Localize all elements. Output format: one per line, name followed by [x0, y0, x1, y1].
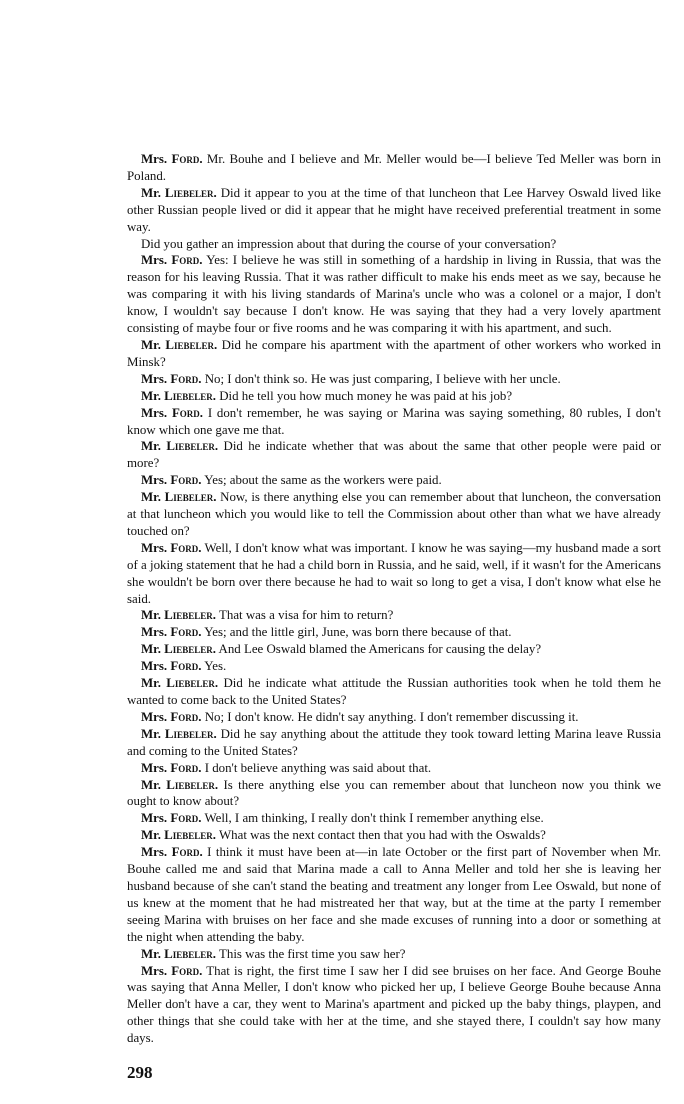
speaker-title: Mr.: [141, 828, 161, 843]
speaker-title: Mrs.: [141, 709, 168, 724]
testimony-paragraph: [127, 607, 661, 624]
speaker-name: Liebeler.: [164, 490, 217, 505]
paragraph-text: Yes; and the little girl, June, was born there because of that.: [201, 625, 512, 640]
testimony-paragraph: [127, 540, 661, 608]
speaker-name: Ford.: [170, 625, 202, 640]
speaker-title: Mrs.: [141, 625, 168, 640]
speaker-title: Mr.: [141, 676, 161, 691]
testimony-paragraph: [127, 760, 661, 777]
speaker-title: Mrs.: [141, 152, 168, 166]
speaker-title: Mr.: [141, 439, 161, 454]
testimony-paragraph: [127, 709, 661, 726]
testimony-paragraph: [127, 371, 661, 388]
paragraph-text: Did he compare his apartment with the apartment of other workers who worked in Minsk?: [127, 337, 661, 369]
testimony-text: [127, 151, 661, 1047]
testimony-paragraph: [127, 726, 661, 760]
paragraph-text: Did he say anything about the attitude they took toward letting Marina leave Russia and coming to the United States?: [127, 726, 661, 758]
speaker-title: Mrs.: [141, 760, 168, 775]
paragraph-text: That was a visa for him to return?: [216, 608, 394, 623]
paragraph-text: Well, I am thinking, I really don't think I remember anything else.: [201, 811, 544, 826]
speaker-name: Ford.: [171, 963, 203, 978]
paragraph-text: Yes.: [201, 659, 227, 674]
testimony-paragraph: [127, 337, 661, 371]
speaker-name: Liebeler.: [164, 185, 217, 200]
paragraph-text: I don't believe anything was said about that.: [201, 760, 432, 775]
speaker-title: Mr.: [141, 337, 161, 352]
speaker-name: Liebeler.: [164, 946, 217, 961]
speaker-title: Mrs.: [141, 253, 168, 268]
speaker-title: Mr.: [141, 490, 161, 505]
speaker-name: Liebeler.: [165, 337, 218, 352]
page-number: 298: [127, 1063, 153, 1083]
speaker-name: Ford.: [170, 540, 202, 555]
testimony-paragraph: [127, 185, 661, 236]
speaker-title: Mrs.: [141, 405, 168, 420]
testimony-paragraph: [127, 658, 661, 675]
speaker-name: Ford.: [171, 152, 203, 166]
speaker-name: Ford.: [170, 473, 202, 488]
testimony-paragraph: [127, 438, 661, 472]
speaker-title: Mrs.: [141, 811, 168, 826]
speaker-title: Mr.: [141, 608, 161, 623]
testimony-paragraph: [127, 810, 661, 827]
paragraph-text: Now, is there anything else you can remember about that luncheon, the conversation at that luncheon which you would like to tell the Commission about other than what we have already touched on?: [127, 490, 661, 538]
speaker-title: Mr.: [141, 388, 161, 403]
speaker-title: Mrs.: [141, 473, 168, 488]
speaker-name: Ford.: [170, 811, 202, 826]
speaker-name: Liebeler.: [164, 388, 217, 403]
speaker-name: Ford.: [171, 405, 204, 420]
paragraph-text: And Lee Oswald blamed the Americans for causing the delay?: [216, 642, 542, 657]
testimony-paragraph: [127, 624, 661, 641]
speaker-name: Liebeler.: [164, 642, 217, 657]
speaker-name: Ford.: [171, 253, 203, 268]
speaker-title: Mrs.: [141, 659, 168, 674]
speaker-title: Mrs.: [141, 845, 168, 860]
testimony-paragraph: [127, 151, 661, 185]
testimony-paragraph: [127, 963, 661, 1048]
paragraph-text: Did it appear to you at the time of that luncheon that Lee Harvey Oswald lived like other Russian people lived or did it appear that he might have received preferential treatment in some way.: [127, 185, 661, 234]
speaker-name: Liebeler.: [166, 676, 219, 691]
testimony-paragraph: [127, 489, 661, 540]
paragraph-text: I think it must have been at—in late October or the first part of November when Mr. Bouhe called me and said that Marina made a call to Anna Meller and told her she is leaving her husband because of she can't stand the beating and treatment any longer from Lee Oswald, but none of us knew at the moment that he had mistreated her that way, but at the time at the party I remember seeing Marina with bruises on her face and she made excuses of running into a door or something at the night when attending the baby.: [127, 845, 661, 944]
speaker-name: Liebeler.: [166, 777, 219, 792]
paragraph-text: Did he tell you how much money he was paid at his job?: [216, 388, 513, 403]
speaker-title: Mr.: [141, 777, 161, 792]
paragraph-text: Well, I don't know what was important. I know he was saying—my husband made a sort of a joking statement that he had a child born in Russia, and he said, well, if it wasn't for the Americans she wouldn't be born over there because he had to wait so long to get a visa, I don't know what else he said.: [127, 540, 661, 606]
speaker-name: Liebeler.: [164, 726, 217, 741]
speaker-name: Liebeler.: [164, 828, 217, 843]
paragraph-text: No; I don't know. He didn't say anything. I don't remember discussing it.: [201, 709, 579, 724]
paragraph-text: I don't remember, he was saying or Marina was saying something, 80 rubles, I don't know which one gave me that.: [127, 405, 661, 437]
speaker-name: Liebeler.: [164, 608, 217, 623]
testimony-paragraph: [127, 252, 661, 337]
speaker-title: Mrs.: [141, 963, 168, 978]
paragraph-text: Mr. Bouhe and I believe and Mr. Meller would be—I believe Ted Meller was born in Poland.: [127, 152, 661, 183]
paragraph-text: Did he indicate what attitude the Russian authorities took when he told them he wanted to come back to the United States?: [127, 676, 661, 707]
testimony-paragraph: [127, 844, 661, 945]
testimony-paragraph: [127, 777, 661, 811]
speaker-name: Ford.: [170, 659, 202, 674]
testimony-paragraph: [127, 472, 661, 489]
paragraph-text: What was the next contact then that you had with the Oswalds?: [216, 828, 546, 843]
testimony-paragraph: [127, 827, 661, 844]
testimony-paragraph: [127, 946, 661, 963]
testimony-paragraph: [127, 405, 661, 439]
paragraph-text: No; I don't think so. He was just comparing, I believe with her uncle.: [201, 371, 561, 386]
page-body: [127, 151, 661, 1083]
paragraph-text: Yes: I believe he was still in something of a hardship in living in Russia, that was the reason for his leaving Russia. That it was rather difficult to make his ends meet as we say, because he was comparing it with his living standards of Marina's uncle who was a colonel or a major, I don't know, I wouldn't say because I don't know. He was saying that they had a very lovely apartment consisting of maybe four or five rooms and he was comparing it with his apartment, and such.: [127, 253, 661, 336]
speaker-title: Mrs.: [141, 371, 168, 386]
speaker-name: Ford.: [170, 709, 202, 724]
testimony-paragraph: [127, 236, 661, 253]
paragraph-text: Yes; about the same as the workers were paid.: [201, 473, 442, 488]
paragraph-text: That is right, the first time I saw her I did see bruises on her face. And George Bouhe was saying that Anna Meller, I don't know who picked her up, I believe George Bouhe because Anna Meller don't have a car, they went to Marina's apartment and picked up the baby things, playpen, and other things that she could take with her at the time, and she stayed there, I couldn't say how many days.: [127, 963, 661, 1046]
testimony-paragraph: [127, 675, 661, 709]
paragraph-text: This was the first time you saw her?: [216, 946, 406, 961]
speaker-name: Liebeler.: [166, 439, 219, 454]
speaker-title: Mr.: [141, 185, 161, 200]
speaker-name: Ford.: [171, 845, 203, 860]
speaker-title: Mrs.: [141, 540, 168, 555]
speaker-title: Mr.: [141, 642, 161, 657]
paragraph-text: Is there anything else you can remember about that luncheon now you think we ought to know about?: [127, 777, 661, 809]
paragraph-text: Did you gather an impression about that during the course of your conversation?: [141, 236, 557, 251]
testimony-paragraph: [127, 641, 661, 658]
speaker-title: Mr.: [141, 726, 161, 741]
speaker-name: Ford.: [170, 760, 202, 775]
paragraph-text: Did he indicate whether that was about the same that other people were paid or more?: [127, 439, 661, 471]
speaker-name: Ford.: [170, 371, 202, 386]
speaker-title: Mr.: [141, 946, 161, 961]
testimony-paragraph: [127, 388, 661, 405]
